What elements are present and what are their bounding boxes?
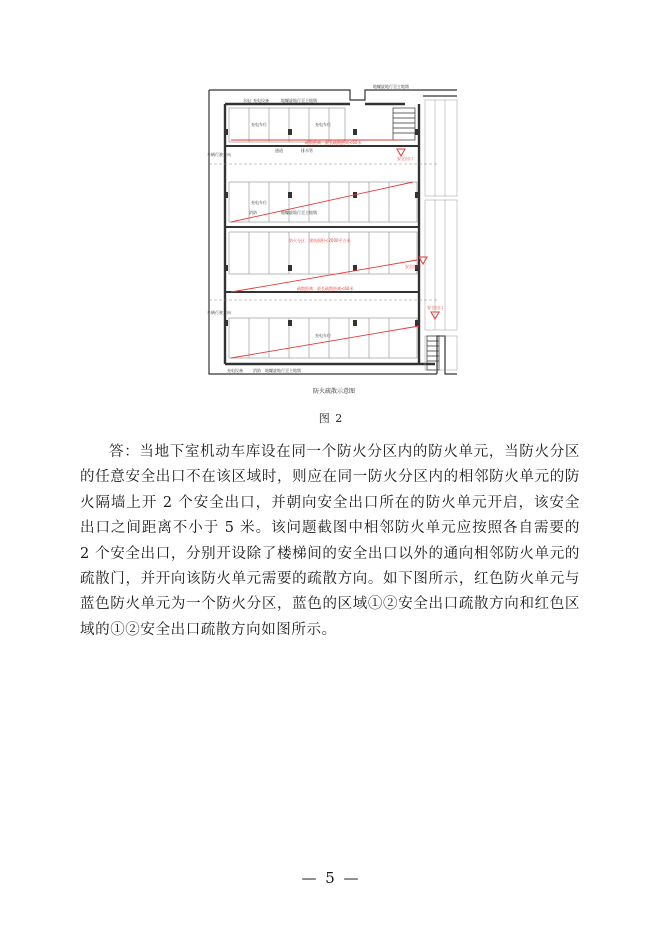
stairs	[393, 108, 439, 370]
annotation: 疏散距离：最长疏散距离<60米	[305, 140, 362, 145]
floor-plan-drawing	[205, 82, 463, 400]
top-label: 地螺旋地行至主地墩	[281, 98, 317, 103]
bottom-label: 充电设备	[227, 368, 243, 373]
small-label: 排水管	[301, 148, 313, 153]
small-label: 通道	[275, 148, 283, 153]
plan-title: 防火疏散示意图	[312, 388, 356, 395]
annotation: 疏散距离：最长疏散距离<60米	[297, 286, 354, 291]
mid-label: 消防	[249, 210, 257, 215]
top-label: 充电设备	[253, 98, 269, 103]
floor-plan-figure	[205, 82, 463, 400]
row-label: 充电车位	[315, 122, 331, 127]
top-label: 水电	[243, 98, 251, 103]
figure-caption: 图 2	[318, 412, 344, 425]
fire-walls	[225, 146, 419, 292]
exit-label: 安全出口	[427, 305, 443, 310]
exit-label: 安全出口	[405, 264, 421, 269]
row-label: 充电车位	[251, 122, 267, 127]
mid-label: 地螺旋地行至主地墩	[281, 210, 317, 215]
left-label: 车辆行驶方向	[207, 152, 231, 157]
right-stalls	[425, 100, 457, 370]
left-label: 车辆行驶方向	[207, 310, 231, 315]
annotation: 防火分区：建筑面积<2000平方米	[289, 238, 351, 243]
bottom-label: 消防	[253, 368, 261, 373]
bottom-label: 地螺旋地行至主地墩	[265, 368, 301, 373]
row-label: 充电车位	[315, 333, 331, 338]
row-label: 充电车位	[251, 200, 267, 205]
answer-paragraph: 答：当地下室机动车库设在同一个防火分区内的防火单元，当防火分区的任意安全出口不在该区域时，则应在同一防火分区内的相邻防火单元的防火隔墙上开 2 个安全出口，并朝向安全出口所在的防火单元开启，该安全出口之间距离不小于 5 米。该问题截图中相邻防火单元应按照各自需要的 2 个安全出口，分别开设除了楼梯间的安全出口以外的通向相邻防火单元的疏散门，并开向该防火单元需要的疏散方向。如下图所示，红色防火单元与蓝色防火单元为一个防火分区，蓝色的区域①②安全出口疏散方向和红色区域的①②安全出口疏散方向如图所示。	[80, 444, 580, 638]
top-right-label: 地螺旋地行至主地墩	[373, 84, 409, 89]
evacuation-routes	[231, 140, 419, 358]
exit-label: 安全出口	[397, 156, 413, 161]
page-number: — 5 —	[301, 869, 361, 887]
